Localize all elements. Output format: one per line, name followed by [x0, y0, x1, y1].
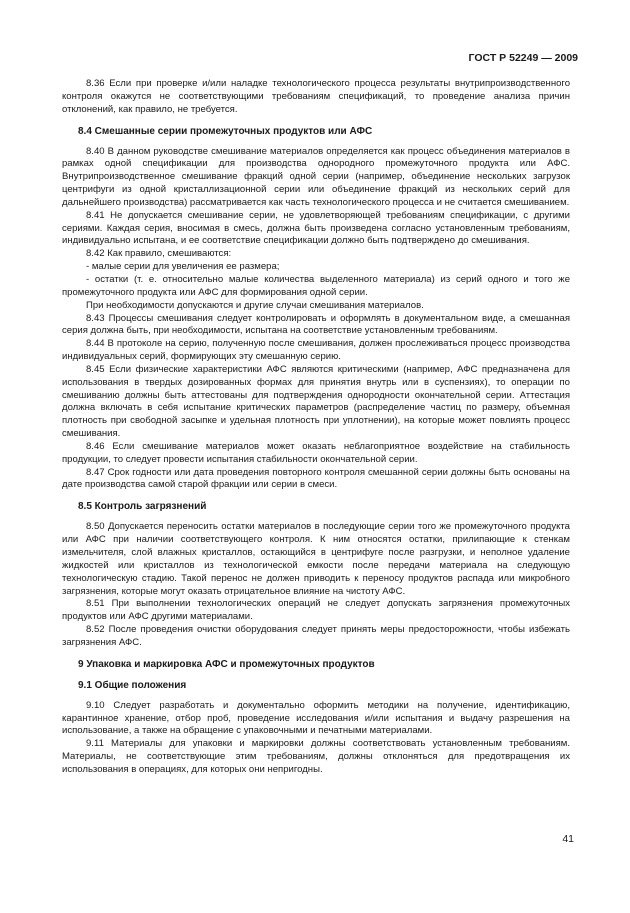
paragraph-8-44: 8.44 В протоколе на серию, полученную после смешивания, должен прослеживаться процесс производства индивидуальных серий, формирующих эту смешанную серию. — [62, 338, 570, 363]
paragraph-8-41: 8.41 Не допускается смешивание серии, не удовлетворяющей требованиям спецификации, с другими сериями. Каждая серия, вносимая в смесь, должна быть произведена согласно установленным требованиям, индивидуально испытана, и ее соответствие спецификации должно быть подтверждено до смешивания. — [62, 209, 570, 247]
list-item-residues: - остатки (т. е. относительно малые количества выделенного материала) из серий одного и того же промежуточного продукта или АФС для формирования одной серии. — [62, 273, 570, 298]
paragraph-8-45: 8.45 Если физические характеристики АФС являются критическими (например, АФС предназначена для использования в твердых дозированных формах для принятия внутрь или в суспензиях), то операции по смешиванию должны быть аттестованы для подтверждения однородности окончательной серии. Аттестация должна включать в себя испытание критических параметров (распределение частиц по размеру, объемная плотность при свободной засыпке и удельная плотность при уплотнении), на которые может повлиять процесс смешивания. — [62, 363, 570, 440]
document-header: ГОСТ Р 52249 — 2009 — [468, 52, 578, 64]
paragraph-9-10: 9.10 Следует разработать и документально оформить методики на получение, идентификацию, карантинное хранение, отбор проб, проведение исследования и/или испытания и выдачу разрешения на использование, а также на обращение с упаковочными и печатными материалами. — [62, 699, 570, 737]
page-number: 41 — [562, 833, 574, 845]
paragraph-9-11: 9.11 Материалы для упаковки и маркировки должны соответствовать установленным требованиям. Материалы, не соответствующие этим требованиям, должны отклоняться для предотвращения их использования в операциях, для которых они непригодны. — [62, 738, 570, 775]
section-heading-8-4: 8.4 Смешанные серии промежуточных продуктов или АФС — [78, 125, 373, 137]
paragraph-8-51: 8.51 При выполнении технологических операций не следует допускать загрязнения промежуточных продуктов или АФС другими материалами. — [62, 598, 570, 623]
section-heading-9: 9 Упаковка и маркировка АФС и промежуточных продуктов — [78, 658, 375, 670]
paragraph-8-40: 8.40 В данном руководстве смешивание материалов определяется как процесс объединения материалов в рамках одной спецификации для производства однородного промежуточного продукта или АФС. Внутрипроизводственное смешивание фракций одной серии (например, объединение нескольких загрузок центрифуги из одной кристаллизационной серии или объединение фракций из нескольких серий для дальнейшего производства) рассматривается как часть технологического процесса и не считается смешиванием. — [62, 145, 570, 208]
paragraph-other-cases: При необходимости допускаются и другие случаи смешивания материалов. — [86, 299, 424, 311]
paragraph-8-50: 8.50 Допускается переносить остатки материалов в последующие серии того же промежуточного продукта или АФС при наличии соответствующего контроля. К ним относятся остатки, прилипающие к стенкам измельчителя, слой влажных кристаллов, остающийся в центрифуге после разгрузки, и неполное удаление жидкостей или кристаллов из технологической емкости после передачи материала на следующую технологическую стадию. Такой перенос не должен приводить к переносу продуктов распада или микробного загрязнения, которые могут оказать отрицательное влияние на чистоту АФС. — [62, 521, 570, 597]
paragraph-8-42: 8.42 Как правило, смешиваются: — [86, 248, 232, 260]
paragraph-8-43: 8.43 Процессы смешивания следует контролировать и оформлять в документальном виде, а смешанная серия должна быть, при необходимости, испытана на соответствие установленным требованиям. — [62, 312, 570, 337]
list-item-small-batches: - малые серии для увеличения ее размера; — [86, 261, 280, 273]
paragraph-8-46: 8.46 Если смешивание материалов может оказать неблагоприятное воздействие на стабильность продукции, то следует провести испытания стабильности окончательной серии. — [62, 440, 570, 465]
paragraph-8-36: 8.36 Если при проверке и/или наладке технологического процесса результаты внутрипроизводственного контроля окажутся не соответствующими требованиям спецификаций, то проведение анализа причин отклонений, как правило, не требуется. — [62, 78, 570, 115]
paragraph-8-52: 8.52 После проведения очистки оборудования следует принять меры предосторожности, чтобы избежать загрязнения АФС. — [62, 624, 570, 648]
section-heading-8-5: 8.5 Контроль загрязнений — [78, 501, 207, 513]
paragraph-8-47: 8.47 Срок годности или дата проведения повторного контроля смешанной серии должны быть основаны на дате производства самой старой фракции или серии в смеси. — [62, 466, 570, 491]
section-heading-9-1: 9.1 Общие положения — [78, 679, 187, 691]
document-body — [62, 78, 570, 777]
